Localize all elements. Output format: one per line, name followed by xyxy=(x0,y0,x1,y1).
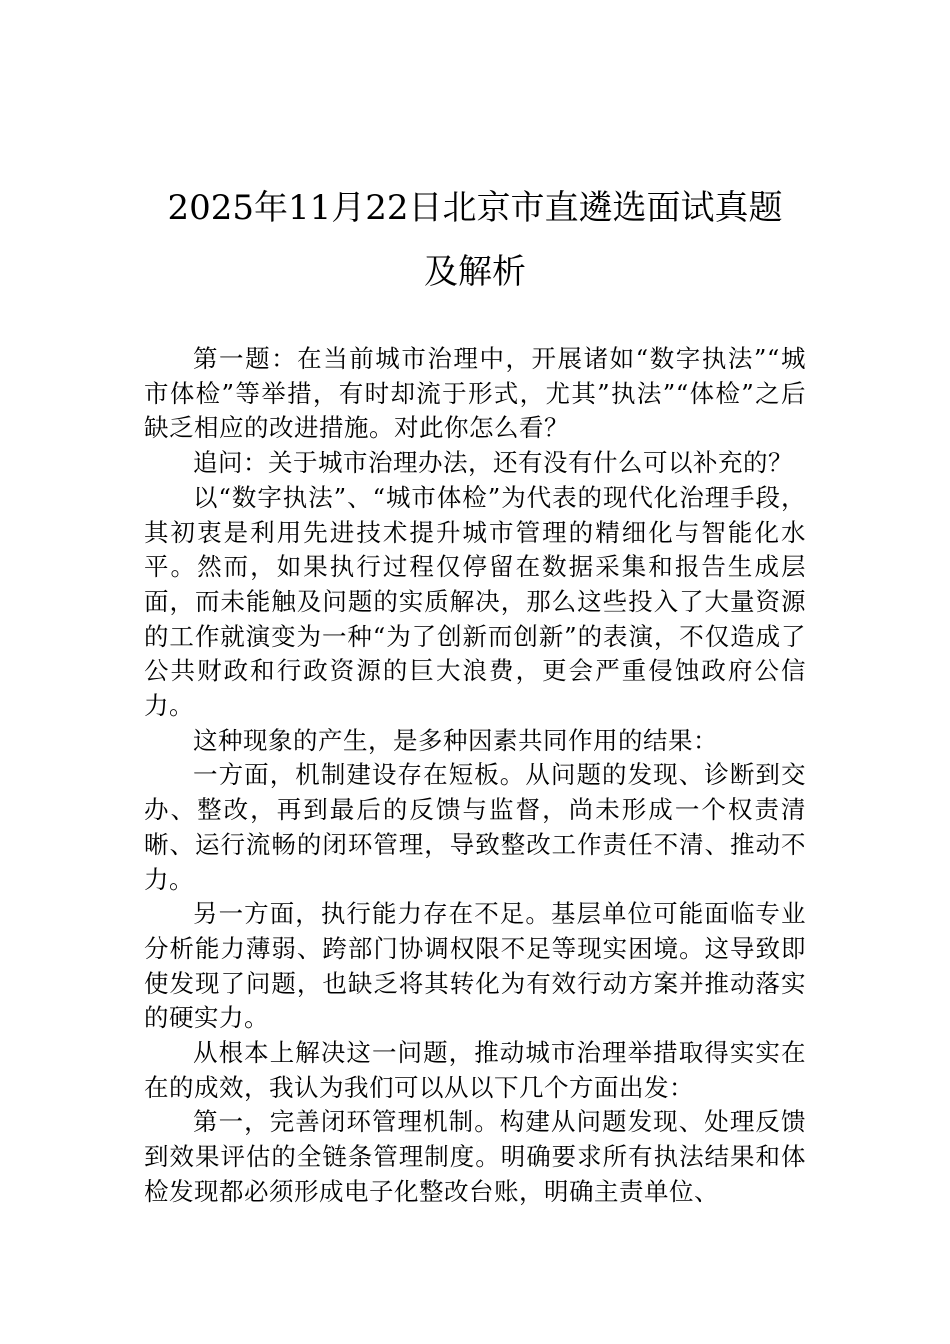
paragraph-follow-up: 追问：关于城市治理办法，还有没有什么可以补充的？ xyxy=(193,448,793,478)
document-title xyxy=(144,176,806,304)
document-body xyxy=(144,342,806,1210)
title-line-1: 2025年11月22日北京市直遴选面试真题 xyxy=(167,188,783,228)
paragraph-question: 第一题：在当前城市治理中，开展诸如“数字执法”“城市体检”等举措，有时却流于形式，尤其”执法”“体检”之后缺乏相应的改进措施。对此你怎么看？ xyxy=(144,344,806,443)
paragraph-solutions: 从根本上解决这一问题，推动城市治理举措取得实实在在的成效，我认为我们可以从以下几个方面出发： xyxy=(144,1038,806,1102)
paragraph-mechanism: 一方面，机制建设存在短板。从问题的发现、诊断到交办、整改，再到最后的反馈与监督，尚未形成一个权责清晰、运行流畅的闭环管理，导致整改工作责任不清、推动不力。 xyxy=(144,760,806,894)
title-line-2: 及解析 xyxy=(424,252,526,292)
paragraph-capability: 另一方面，执行能力存在不足。基层单位可能面临专业分析能力薄弱、跨部门协调权限不足等现实困境。这导致即使发现了问题，也缺乏将其转化为有效行动方案并推动落实的硬实力。 xyxy=(144,899,806,1033)
paragraph-first-measure: 第一，完善闭环管理机制。构建从问题发现、处理反馈到效果评估的全链条管理制度。明确要求所有执法结果和体检发现都必须形成电子化整改台账，明确主责单位、 xyxy=(144,1107,806,1206)
paragraph-causes: 这种现象的产生，是多种因素共同作用的结果： xyxy=(193,725,718,755)
paragraph-intro: 以“数字执法”、“城市体检”为代表的现代化治理手段，其初衷是利用先进技术提升城市管理的精细化与智能化水平。然而，如果执行过程仅停留在数据采集和报告生成层面，而未能触及问题的实质解决，那么这些投入了大量资源的工作就演变为一种“为了创新而创新”的表演，不仅造成了公共财政和行政资源的巨大浪费，更会严重侵蚀政府公信力。 xyxy=(144,482,806,721)
